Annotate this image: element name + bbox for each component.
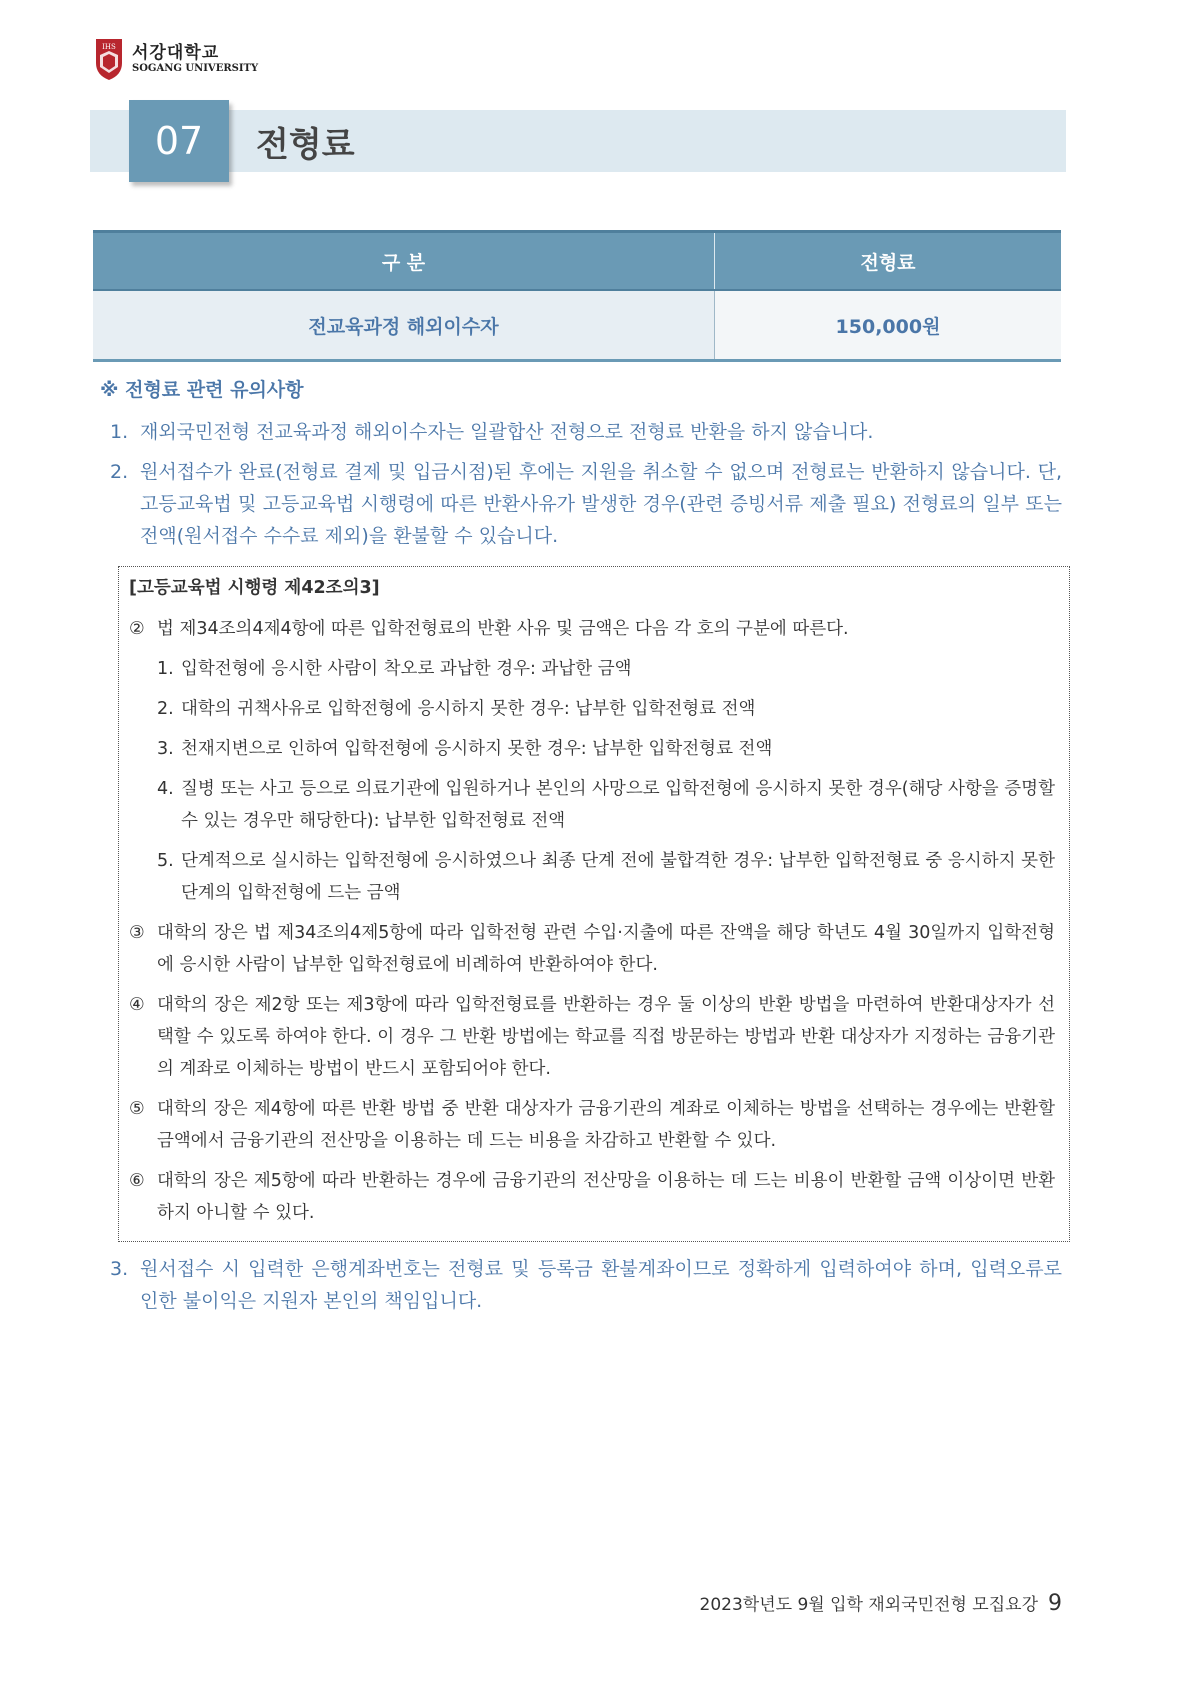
subitem-number: 4. [157,779,174,799]
note-item-3 [100,1253,1062,1317]
law-subitem-2 [129,693,1055,725]
law-subitem-5 [129,845,1055,909]
fee-table-header-fee: 전형료 [715,232,1062,291]
subitem-text: 천재지변으로 인하여 입학전형에 응시하지 못한 경우: 납부한 입학전형료 전액 [181,739,773,759]
subitem-number: 1. [157,659,174,679]
fee-table [93,230,1061,362]
paragraph-text: 법 제34조의4제4항에 따른 입학전형료의 반환 사유 및 금액은 다음 각 호의 구분에 따른다. [157,619,849,639]
paragraph-text: 대학의 장은 제2항 또는 제3항에 따라 입학전형료를 반환하는 경우 둘 이상의 반환 방법을 마련하여 반환대상자가 선택할 수 있도록 하여야 한다. 이 경우 그 반환 방법에는 학교를 직접 방문하는 방법과 반환 대상자가 지정하는 금융기관의 계좌로 이체하는 방법이 반드시 포함되어야 한다. [157,995,1055,1079]
paragraph-text: 대학의 장은 제5항에 따라 반환하는 경우에 금융기관의 전산망을 이용하는 데 드는 비용이 반환할 금액 이상이면 반환하지 아니할 수 있다. [157,1171,1055,1223]
section-header-band [90,110,1066,172]
law-paragraph-4 [129,989,1055,1085]
law-subitem-1 [129,653,1055,685]
page-footer [700,1590,1062,1616]
fee-table-header-category: 구 분 [93,232,715,291]
note-item-2 [100,456,1062,552]
law-paragraph-5 [129,1093,1055,1157]
notes-heading: ※ 전형료 관련 유의사항 [100,379,304,401]
subitem-number: 5. [157,851,174,871]
paragraph-text: 대학의 장은 법 제34조의4제5항에 따라 입학전형 관련 수입·지출에 따른 잔액을 해당 학년도 4월 30일까지 입학전형에 응시한 사람이 납부한 입학전형료에 비례하여 반환하여야 한다. [157,923,1055,975]
svg-text:IHS: IHS [102,43,116,51]
fee-table-category-cell: 전교육과정 해외이수자 [93,290,715,361]
law-subitem-4 [129,773,1055,837]
note-text: 원서접수 시 입력한 은행계좌번호는 전형료 및 등록금 환불계좌이므로 정확하게 입력하여야 하며, 입력오류로 인한 불이익은 지원자 본인의 책임입니다. [140,1258,1062,1312]
paragraph-mark: ⑥ [129,1171,145,1191]
subitem-text: 입학전형에 응시한 사람이 착오로 과납한 경우: 과납한 금액 [181,659,632,679]
university-logo [94,36,258,82]
logo-korean-name: 서강대학교 [132,43,220,64]
logo-english-name: SOGANG UNIVERSITY [132,62,259,74]
law-paragraph-6 [129,1165,1055,1229]
table-row [93,290,1061,361]
subitem-number: 3. [157,739,174,759]
law-title: [고등교육법 시행령 제42조의3] [129,578,380,598]
subitem-text: 대학의 귀책사유로 입학전형에 응시하지 못한 경우: 납부한 입학전형료 전액 [181,699,756,719]
law-paragraph-3 [129,917,1055,981]
law-excerpt-box [118,566,1070,1242]
paragraph-mark: ⑤ [129,1099,145,1119]
subitem-number: 2. [157,699,174,719]
note-number: 2. [110,461,129,483]
note-number: 1. [110,421,129,443]
fee-table-fee-cell: 150,000원 [715,290,1062,361]
note-text: 재외국민전형 전교육과정 해외이수자는 일괄합산 전형으로 전형료 반환을 하지 않습니다. [140,421,874,443]
subitem-text: 질병 또는 사고 등으로 의료기관에 입원하거나 본인의 사망으로 입학전형에 응시하지 못한 경우(해당 사항을 증명할 수 있는 경우만 해당한다): 납부한 입학전형료 전액 [181,779,1055,831]
page-number: 9 [1048,1591,1062,1616]
paragraph-mark: ③ [129,923,145,943]
law-paragraph-2 [129,613,1055,645]
footer-title: 2023학년도 9월 입학 재외국민전형 모집요강 [699,1595,1038,1615]
university-emblem-icon [94,37,124,81]
paragraph-mark: ④ [129,995,145,1015]
fee-table-header-row [93,232,1061,291]
note-text: 원서접수가 완료(전형료 결제 및 입금시점)된 후에는 지원을 취소할 수 없으며 전형료는 반환하지 않습니다. 단, 고등교육법 및 고등교육법 시행령에 따른 반환사유가 발생한 경우(관련 증빙서류 제출 필요) 전형료의 일부 또는 전액(원서접수 수수료 제외)을 환불할 수 있습니다. [140,461,1062,547]
paragraph-text: 대학의 장은 제4항에 따른 반환 방법 중 반환 대상자가 금융기관의 계좌로 이체하는 방법을 선택하는 경우에는 반환할 금액에서 금융기관의 전산망을 이용하는 데 드는 비용을 차감하고 반환할 수 있다. [157,1099,1055,1151]
section-number: 07 [129,100,229,182]
fee-notes-continued [100,1253,1062,1325]
law-subitem-3 [129,733,1055,765]
note-number: 3. [110,1258,129,1280]
subitem-text: 단계적으로 실시하는 입학전형에 응시하였으나 최종 단계 전에 불합격한 경우: 납부한 입학전형료 중 응시하지 못한 단계의 입학전형에 드는 금액 [181,851,1055,903]
fee-notes [100,375,1062,560]
note-item-1 [100,416,1062,448]
paragraph-mark: ② [129,619,145,639]
section-title: 전형료 [256,125,355,165]
